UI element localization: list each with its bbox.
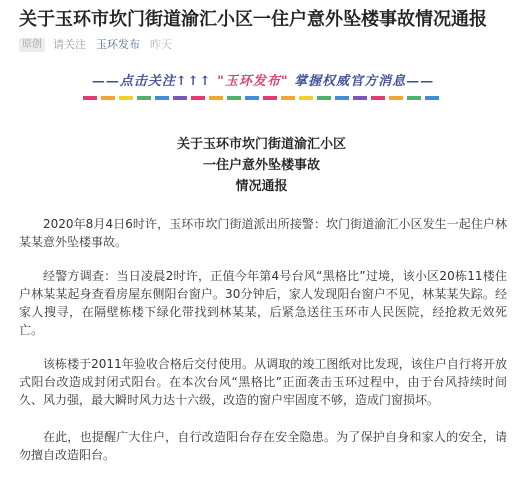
follow-banner [83,70,443,106]
banner-line-segment [317,96,331,100]
author-label: 请关注 [53,38,86,51]
banner-line-segment [83,96,97,100]
article-title: 关于玉环市坎门街道渝汇小区一住户意外坠楼事故情况通报 [19,9,487,30]
notice-paragraph-3: 该栋楼于2011年验收合格后交付使用。从调取的竣工图纸对比发现，该住户自行将开放式阳台改造成封闭式阳台。在本次台风“黑格比”正面袭击玉环过程中，由于台风持续时间久、风力强，最大瞬时风力达十六级，改造的窗户牢固度不够，造成门窗损坏。 [19,357,507,407]
banner-line-segment [407,96,421,100]
follow-banner-text [83,74,443,90]
banner-line-segment [173,96,187,100]
banner-line-segment [209,96,223,100]
banner-line-segment [281,96,295,100]
notice-heading-line-2: 一住户意外坠楼事故 [202,158,320,173]
banner-line-segment [335,96,349,100]
banner-prefix: ——点击关注↑↑↑ [91,74,212,89]
banner-rainbow-line [83,95,443,101]
banner-line-segment [245,96,259,100]
notice-paragraph-4: 在此，也提醒广大住户，自行改造阳台存在安全隐患。为了保护自身和家人的安全，请勿擅自改造阳台。 [19,430,507,462]
banner-line-segment [425,96,439,100]
banner-line-segment [299,96,313,100]
notice-heading-line-1: 关于玉环市坎门街道渝汇小区 [176,137,346,152]
banner-line-segment [119,96,133,100]
publish-time: 昨天 [150,38,172,51]
banner-line-segment [137,96,151,100]
account-link[interactable]: 玉环发布 [96,38,140,51]
banner-line-segment [191,96,205,100]
banner-line-segment [101,96,115,100]
original-badge: 原创 [19,38,45,52]
banner-line-segment [389,96,403,100]
banner-line-segment [371,96,385,100]
banner-suffix: 掌握权威官方消息—— [294,74,435,89]
banner-line-segment [227,96,241,100]
notice-paragraph-2: 经警方调查：当日凌晨2时许，正值今年第4号台风“黑格比”过境，该小区20栋11楼住户林某某起身查看房屋东侧阳台窗户。30分钟后，家人发现阳台窗户不见，林某某失踪。经家人搜寻，在隔壁栋楼下绿化带找到林某某，后紧急送往玉环市人民医院，经抢救无效死亡。 [19,269,507,337]
notice-heading-line-3: 情况通报 [235,179,288,194]
banner-line-segment [155,96,169,100]
banner-line-segment [353,96,367,100]
article-meta [19,37,172,53]
notice-paragraph-1: 2020年8月4日6时许，玉环市坎门街道派出所接警：坎门街道渝汇小区发生一起住户林某某意外坠楼事故。 [19,217,507,249]
banner-account-name: "玉环发布" [217,74,289,89]
banner-line-segment [263,96,277,100]
